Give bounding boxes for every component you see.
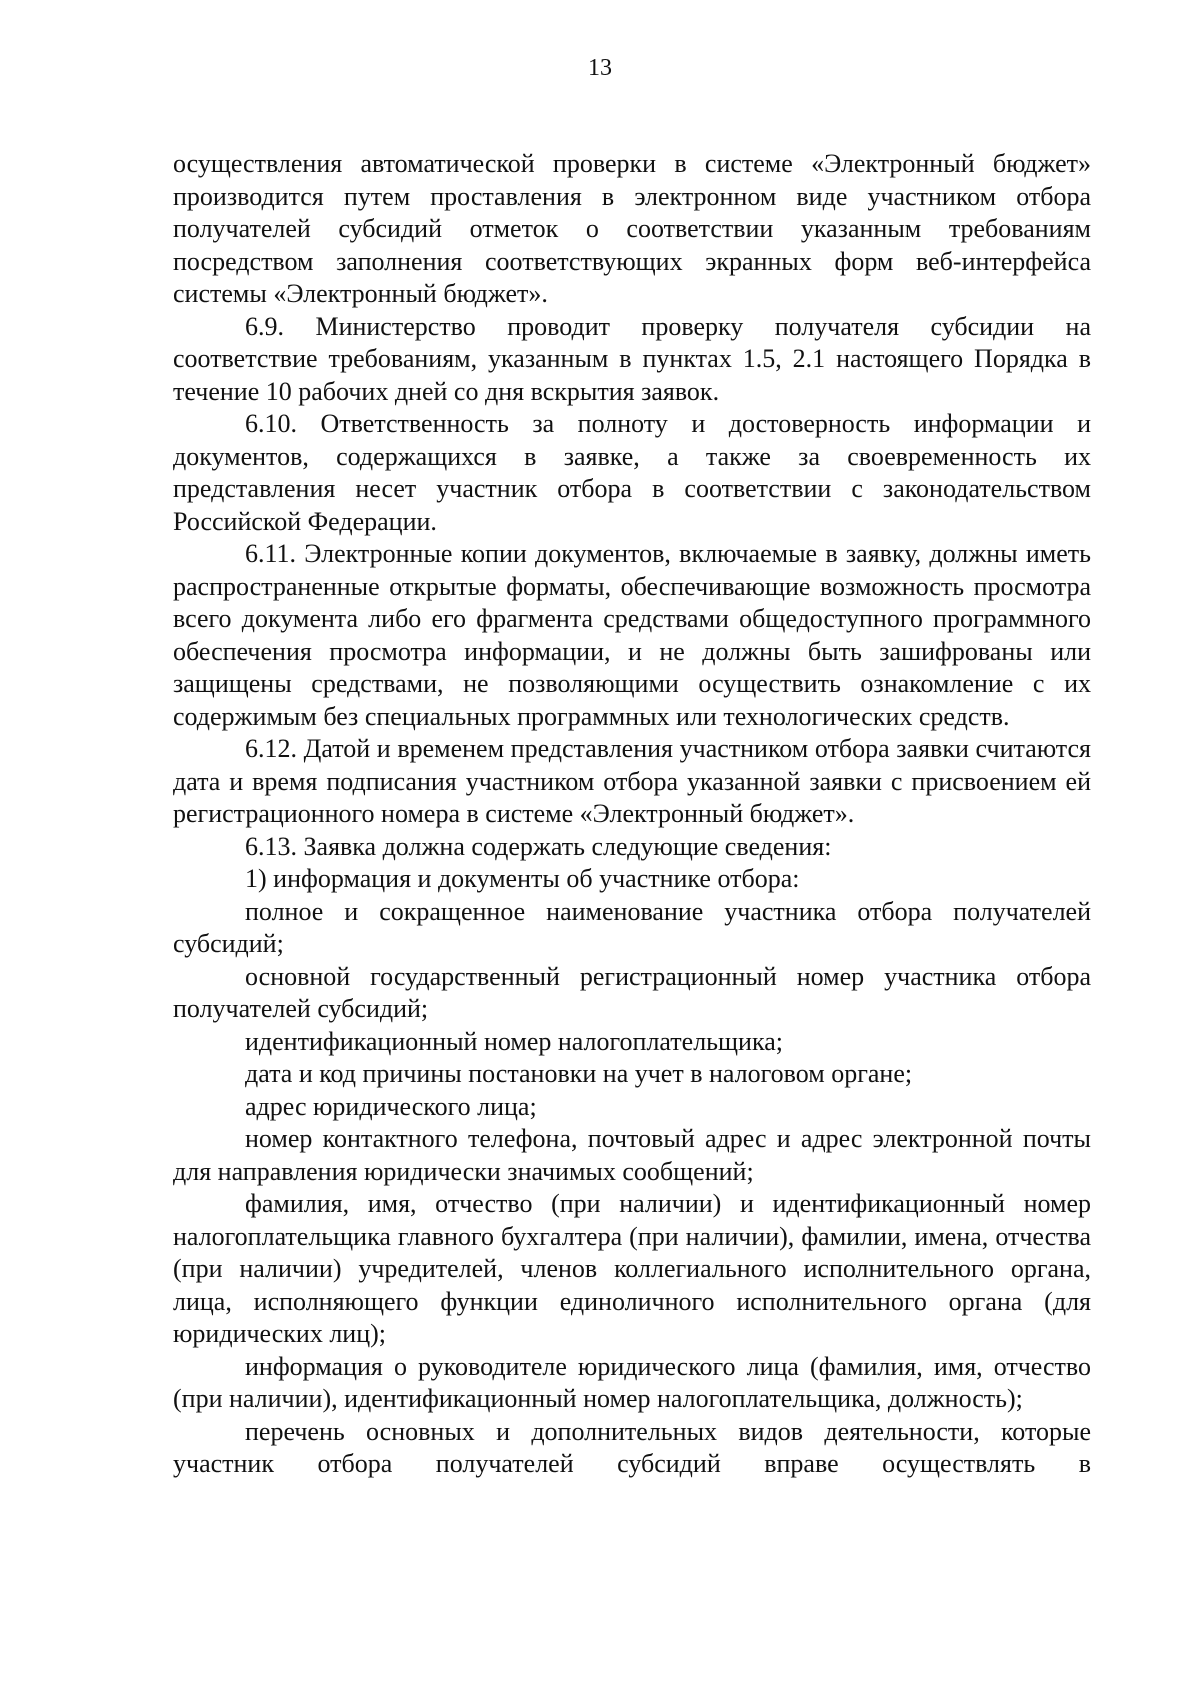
list-item-address: адрес юридического лица; (245, 1091, 537, 1121)
list-item-contacts: номер контактного телефона, почтовый адрес и адрес электронной почты для направления юридически значимых сообщений; (173, 1124, 1091, 1186)
paragraph-continuation: осуществления автоматической проверки в системе «Электронный бюджет» производится путем проставления в электронном виде участником отбора получателей субсидий отметок о соответствии указанным требованиям посредством заполнения соответствующих экранных форм веб-интерфейса системы «Электронный бюджет». (173, 149, 1091, 308)
document-body (173, 148, 1091, 1481)
list-item-chief-accountant: фамилия, имя, отчество (при наличии) и идентификационный номер налогоплательщика главного бухгалтера (при наличии), фамилии, имена, отчества (при наличии) учредителей, членов коллегиального исполнительного органа, лица, исполняющего функции единоличного исполнительного органа (для юридических лиц); (173, 1189, 1091, 1348)
page-number: 13 (588, 55, 612, 81)
list-item-head-info: информация о руководителе юридического лица (фамилия, имя, отчество (при наличии), идентификационный номер налогоплательщика, должность); (173, 1351, 1091, 1413)
paragraph-6-10: 6.10. Ответственность за полноту и достоверность информации и документов, содержащихся в заявке, а также за своевременность их представления несет участник отбора в соответствии с законодательством Российской Федерации. (173, 409, 1091, 536)
list-item-ogrn: основной государственный регистрационный номер участника отбора получателей субсидий; (173, 961, 1091, 1023)
paragraph-6-12: 6.12. Датой и временем представления участником отбора заявки считаются дата и время подписания участником отбора указанной заявки с присвоением ей регистрационного номера в системе «Электронный бюджет». (173, 734, 1091, 828)
list-item-registration-date: дата и код причины постановки на учет в налоговом органе; (245, 1059, 913, 1088)
list-item-1: 1) информация и документы об участнике отбора: (245, 864, 800, 893)
list-item-inn: идентификационный номер налогоплательщика; (245, 1026, 783, 1056)
paragraph-6-11: 6.11. Электронные копии документов, включаемые в заявку, должны иметь распространенные открытые форматы, обеспечивающие возможность просмотра всего документа либо его фрагмента средствами общедоступного программного обеспечения просмотра информации, и не должны быть зашифрованы или защищены средствами, не позволяющими осуществить ознакомление с их содержимым без специальных программных или технологических средств. (173, 539, 1091, 731)
paragraph-6-9: 6.9. Министерство проводит проверку получателя субсидии на соответствие требованиям, указанным в пунктах 1.5, 2.1 настоящего Порядка в течение 10 рабочих дней со дня вскрытия заявок. (173, 311, 1091, 406)
list-item-full-name: полное и сокращенное наименование участника отбора получателей субсидий; (173, 896, 1091, 958)
paragraph-6-13: 6.13. Заявка должна содержать следующие сведения: (245, 831, 832, 861)
list-item-activities: перечень основных и дополнительных видов деятельности, которые участник отбора получателей субсидий вправе осуществлять в (173, 1416, 1091, 1478)
